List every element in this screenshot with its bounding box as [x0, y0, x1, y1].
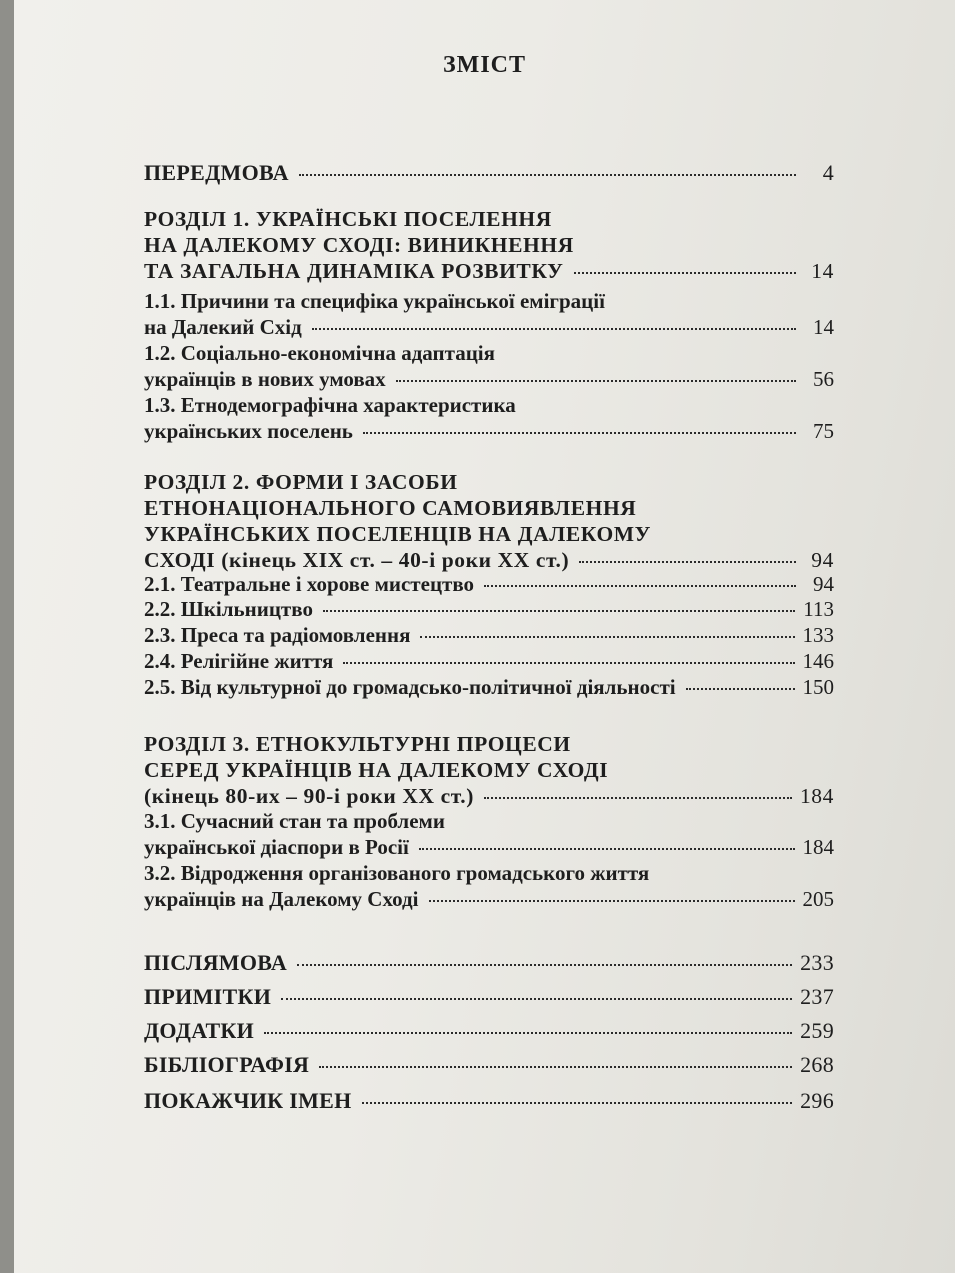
toc-line: [144, 232, 834, 258]
toc-entry: [144, 1052, 834, 1078]
toc-entry-text: 2.2. Шкільництво: [144, 597, 313, 621]
page-number: 133: [802, 623, 834, 647]
page-number: 268: [800, 1052, 834, 1077]
dot-leader: [484, 585, 796, 587]
toc-entry: [144, 469, 834, 573]
toc-entry: [144, 1088, 834, 1114]
toc-line: [144, 547, 834, 573]
toc-entry: [144, 731, 834, 809]
toc-entry-text: українців на Далекому Сході: [144, 887, 419, 911]
toc-entry-text: 2.5. Від культурної до громадсько-політичної діяльності: [144, 675, 676, 699]
toc-entry-text: БІБЛІОГРАФІЯ: [144, 1052, 310, 1077]
dot-leader: [362, 1102, 793, 1104]
dot-leader: [323, 610, 795, 612]
toc-entry-text: 1.2. Соціально-економічна адаптація: [144, 341, 496, 365]
dot-leader: [343, 662, 794, 664]
toc-line: [144, 1018, 834, 1044]
page-number: 237: [800, 984, 834, 1009]
toc-line: [144, 392, 834, 418]
toc-entry-text: 2.3. Преса та радіомовлення: [144, 623, 411, 647]
page-title: ЗМІСТ: [443, 52, 526, 78]
dot-leader: [396, 380, 796, 382]
toc-entry: [144, 340, 834, 392]
dot-leader: [363, 432, 796, 434]
toc-line: [144, 808, 834, 834]
toc-line: [144, 206, 834, 232]
toc-line: [144, 674, 834, 700]
dot-leader: [299, 174, 796, 176]
toc-entry-text: 2.1. Театральне і хорове мистецтво: [144, 572, 475, 596]
toc-entry: [144, 622, 834, 648]
dot-leader: [319, 1066, 792, 1068]
toc-entry-text: 1.1. Причини та специфіка української еміграції: [144, 289, 605, 313]
toc-entry-text: українців в нових умовах: [144, 367, 386, 391]
toc-entry: [144, 674, 834, 700]
dot-leader: [686, 688, 795, 690]
toc-line: [144, 521, 834, 547]
toc-entry-text: РОЗДІЛ 2. ФОРМИ І ЗАСОБИ: [144, 470, 458, 494]
toc-line: [144, 258, 834, 284]
toc-line: [144, 1052, 834, 1078]
page-number: 75: [813, 419, 834, 443]
toc-line: [144, 596, 834, 622]
page-number: 296: [800, 1088, 834, 1113]
toc-entry: [144, 648, 834, 674]
dot-leader: [281, 998, 792, 1000]
book-page: [14, 0, 955, 1273]
toc-entry: [144, 596, 834, 622]
toc-entry: [144, 808, 834, 860]
toc-entry-text: 3.2. Відродження організованого громадського життя: [144, 861, 650, 885]
toc-line: [144, 886, 834, 912]
toc-entry-text: ПРИМІТКИ: [144, 984, 272, 1009]
toc-line: [144, 469, 834, 495]
toc-line: [144, 571, 834, 597]
toc-entry-text: РОЗДІЛ 3. ЕТНОКУЛЬТУРНІ ПРОЦЕСИ: [144, 732, 571, 756]
toc-line: [144, 340, 834, 366]
page-number: 4: [822, 160, 834, 185]
page-number: 56: [813, 367, 834, 391]
toc-entry-text: УКРАЇНСЬКИХ ПОСЕЛЕНЦІВ НА ДАЛЕКОМУ: [144, 522, 652, 546]
toc-entry-text: українських поселень: [144, 419, 353, 443]
toc-entry-text: ПІСЛЯМОВА: [144, 950, 288, 975]
page-number: 184: [802, 835, 834, 859]
page-number: 259: [800, 1018, 834, 1043]
toc-entry: [144, 984, 834, 1010]
toc-line: [144, 1088, 834, 1114]
toc-line: [144, 314, 834, 340]
dot-leader: [579, 561, 796, 563]
page-number: 233: [800, 950, 834, 975]
dot-leader: [429, 900, 795, 902]
page-number: 184: [799, 784, 834, 808]
toc-entry-text: РОЗДІЛ 1. УКРАЇНСЬКІ ПОСЕЛЕННЯ: [144, 207, 552, 231]
page-number: 14: [813, 315, 834, 339]
toc-line: [144, 366, 834, 392]
dot-leader: [264, 1032, 792, 1034]
toc-line: [144, 622, 834, 648]
toc-entry-text: СЕРЕД УКРАЇНЦІВ НА ДАЛЕКОМУ СХОДІ: [144, 758, 609, 782]
dot-leader: [419, 848, 795, 850]
page-number: 14: [811, 259, 834, 283]
dot-leader: [312, 328, 796, 330]
toc-entry-text: ПЕРЕДМОВА: [144, 160, 289, 185]
toc-entry-text: (кінець 80-их – 90-і роки XX ст.): [144, 784, 474, 808]
toc-line: [144, 648, 834, 674]
dot-leader: [297, 964, 792, 966]
toc-line: [144, 288, 834, 314]
toc-entry: [144, 392, 834, 444]
toc-entry: [144, 571, 834, 597]
toc-line: [144, 783, 834, 809]
dot-leader: [420, 636, 794, 638]
toc-entry-text: ТА ЗАГАЛЬНА ДИНАМІКА РОЗВИТКУ: [144, 259, 564, 283]
toc-line: [144, 984, 834, 1010]
dot-leader: [484, 797, 792, 799]
toc-entry-text: 2.4. Релігійне життя: [144, 649, 334, 673]
toc-entry: [144, 1018, 834, 1044]
toc-line: [144, 834, 834, 860]
toc-entry-text: української діаспори в Росії: [144, 835, 409, 859]
page-number: 150: [802, 675, 834, 699]
toc-entry-text: ДОДАТКИ: [144, 1018, 255, 1043]
toc-entry: [144, 160, 834, 186]
page-number: 205: [802, 887, 834, 911]
toc-entry: [144, 206, 834, 284]
toc-line: [144, 418, 834, 444]
toc-entry-text: 1.3. Етнодемографічна характеристика: [144, 393, 516, 417]
toc-entry-text: СХОДІ (кінець XIX ст. – 40-і роки XX ст.): [144, 548, 570, 572]
toc-entry: [144, 950, 834, 976]
toc-entry-text: ЕТНОНАЦІОНАЛЬНОГО САМОВИЯВЛЕННЯ: [144, 496, 637, 520]
toc-line: [144, 950, 834, 976]
toc-line: [144, 731, 834, 757]
toc-line: [144, 860, 834, 886]
toc-entry: [144, 288, 834, 340]
page-number: 94: [811, 548, 834, 572]
toc-line: [144, 757, 834, 783]
toc-entry-text: на Далекий Схід: [144, 315, 302, 339]
page-number: 146: [802, 649, 834, 673]
page-number: 94: [813, 572, 834, 596]
dot-leader: [574, 272, 796, 274]
page-number: 113: [803, 597, 834, 621]
toc-line: [144, 495, 834, 521]
toc-entry: [144, 860, 834, 912]
toc-entry-text: ПОКАЖЧИК ІМЕН: [144, 1088, 352, 1113]
toc-line: [144, 160, 834, 186]
toc-entry-text: НА ДАЛЕКОМУ СХОДІ: ВИНИКНЕННЯ: [144, 233, 574, 257]
toc-entry-text: 3.1. Сучасний стан та проблеми: [144, 809, 445, 833]
